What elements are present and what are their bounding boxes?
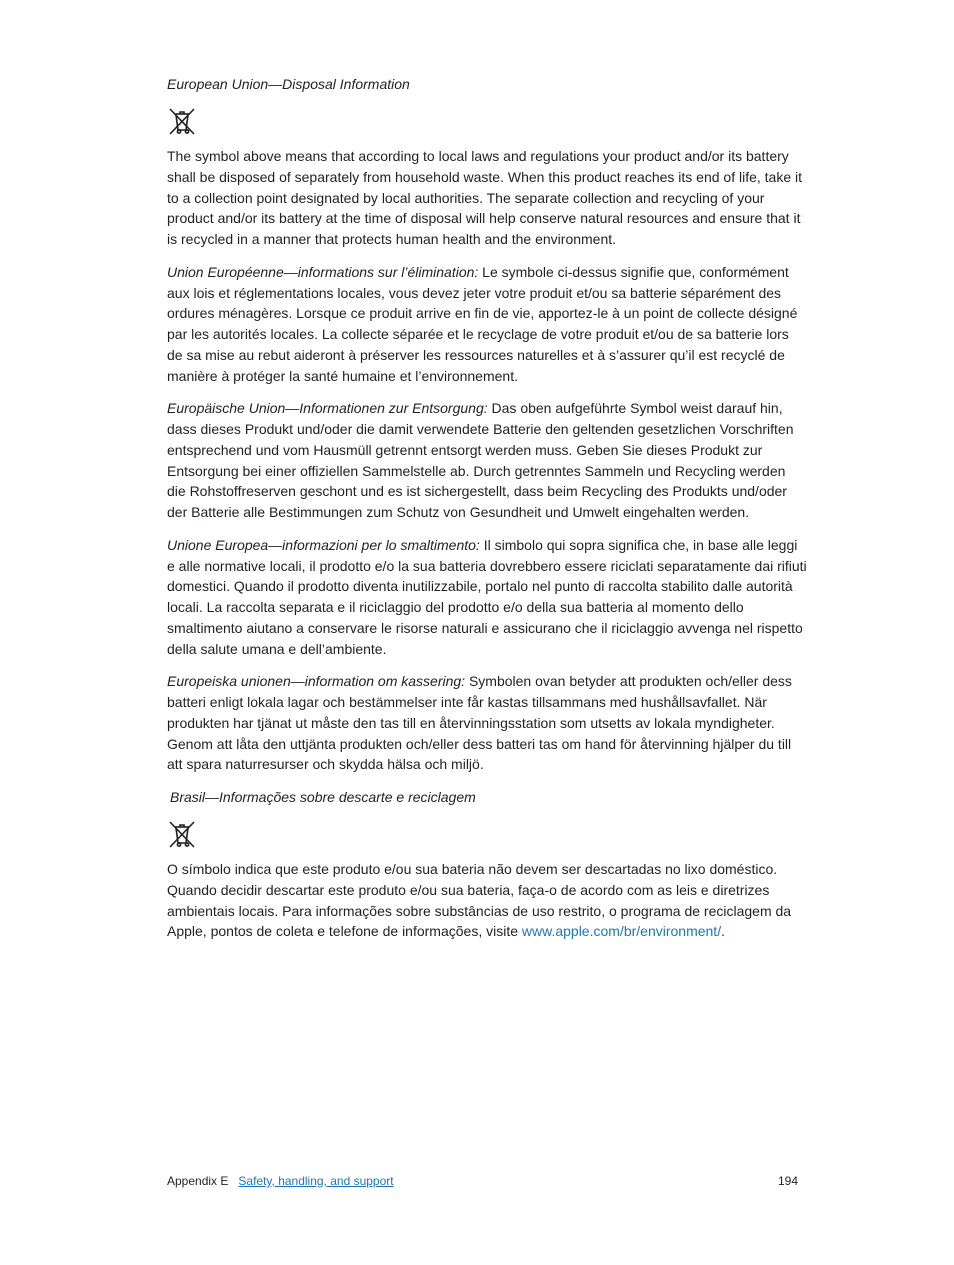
section-link[interactable]: Safety, handling, and support: [238, 1174, 394, 1188]
it-lead: Unione Europea—informazioni per lo smaltimento:: [167, 536, 480, 553]
sv-paragraph: [167, 671, 807, 775]
appendix-label: Appendix E: [167, 1174, 229, 1188]
de-paragraph: [167, 398, 807, 523]
fr-lead: Union Européenne—informations sur l’élimination:: [167, 263, 479, 280]
br-heading: Brasil—Informações sobre descarte e reciclagem: [170, 789, 476, 805]
it-body: Il simbolo qui sopra significa che, in base alle leggi e alle normative locali, il prodotto e/o la sua batteria dovrebbero essere riciclati separatamente dai rifiuti domestici. Quando il prodotto diventa inutilizzabile, portalo nel punto di raccolta stabilito dalle autorità locali. La raccolta separata e il riciclaggio del prodotto e/o della sua batteria al momento dello smaltimento aiutano a conservare le risorse naturali e assicurano che il riciclaggio avvenga nel rispetto della salute umana e dell’ambiente.: [167, 536, 807, 657]
sv-body: Symbolen ovan betyder att produkten och/eller dess batteri enligt lokala lagar och bestämmelser inte får kastas tillsammans med hushållsavfallet. När produkten har tjänat ut måste den tas till en återvinningsstation som utsetts av lokala myndigheter. Genom att låta den uttjänta produkten och/eller dess batteri tas om hand för återvinning hjälper du till att spara naturresurser och skydda hälsa och miljö.: [167, 673, 792, 773]
fr-paragraph: [167, 262, 807, 387]
crossed-out-wheeled-bin-icon: [167, 106, 197, 136]
eu-heading: European Union—Disposal Information: [167, 76, 410, 92]
br-tail: .: [721, 923, 725, 940]
br-body: O símbolo indica que este produto e/ou sua bateria não devem ser descartadas no lixo doméstico. Quando decidir descartar este produto e/ou sua bateria, faça-o de acordo com as leis e diretrizes ambientais locais. Para informações sobre substâncias de uso restrito, o programa de reciclagem da Apple, pontos de coleta e telefone de informações, visite: [167, 861, 792, 940]
crossed-out-wheeled-bin-icon: [167, 819, 197, 849]
de-lead: Europäische Union—Informationen zur Entsorgung:: [167, 400, 488, 417]
page-footer: [167, 1172, 798, 1190]
br-paragraph: [167, 859, 807, 942]
it-paragraph: [167, 535, 807, 660]
fr-body: Le symbole ci-dessus signifie que, conformément aux lois et réglementations locales, vous devez jeter votre produit et/ou sa batterie séparément des ordures ménagères. Lorsque ce produit arrive en fin de vie, apportez-le à un point de collecte désigné par les autorités locales. La collecte séparée et le recyclage de votre produit et/ou de sa batterie lors de sa mise au rebut aideront à préserver les ressources naturelles et à s’assurer qu’il est recyclé de manière à protéger la santé humaine et l’environnement.: [167, 263, 798, 384]
sv-lead: Europeiska unionen—information om kassering:: [167, 673, 466, 690]
apple-environment-link[interactable]: www.apple.com/br/environment/: [521, 923, 722, 940]
page-content: [167, 74, 807, 954]
eu-paragraph: The symbol above means that according to local laws and regulations your product and/or its battery shall be disposed of separately from household waste. When this product reaches its end of life, take it to a collection point designated by local authorities. The separate collection and recycling of your product and/or its battery at the time of disposal will help conserve natural resources and ensure that it is recycled in a manner that protects human health and the environment.: [167, 148, 803, 247]
page-number: 194: [777, 1174, 798, 1188]
de-body: Das oben aufgeführte Symbol weist darauf hin, dass dieses Produkt und/oder die damit verwendete Batterie den geltenden gesetzlichen Vorschriften entsprechend und vom Hausmüll getrennt entsorgt werden muss. Geben Sie dieses Produkt zur Entsorgung bei einer offiziellen Sammelstelle ab. Durch getrenntes Sammeln und Recycling werden die Rohstoffreserven geschont und es ist sichergestellt, dass beim Recycling des Produkts und/oder der Batterie alle Bestimmungen zum Schutz von Gesundheit und Umwelt eingehalten werden.: [167, 400, 794, 520]
